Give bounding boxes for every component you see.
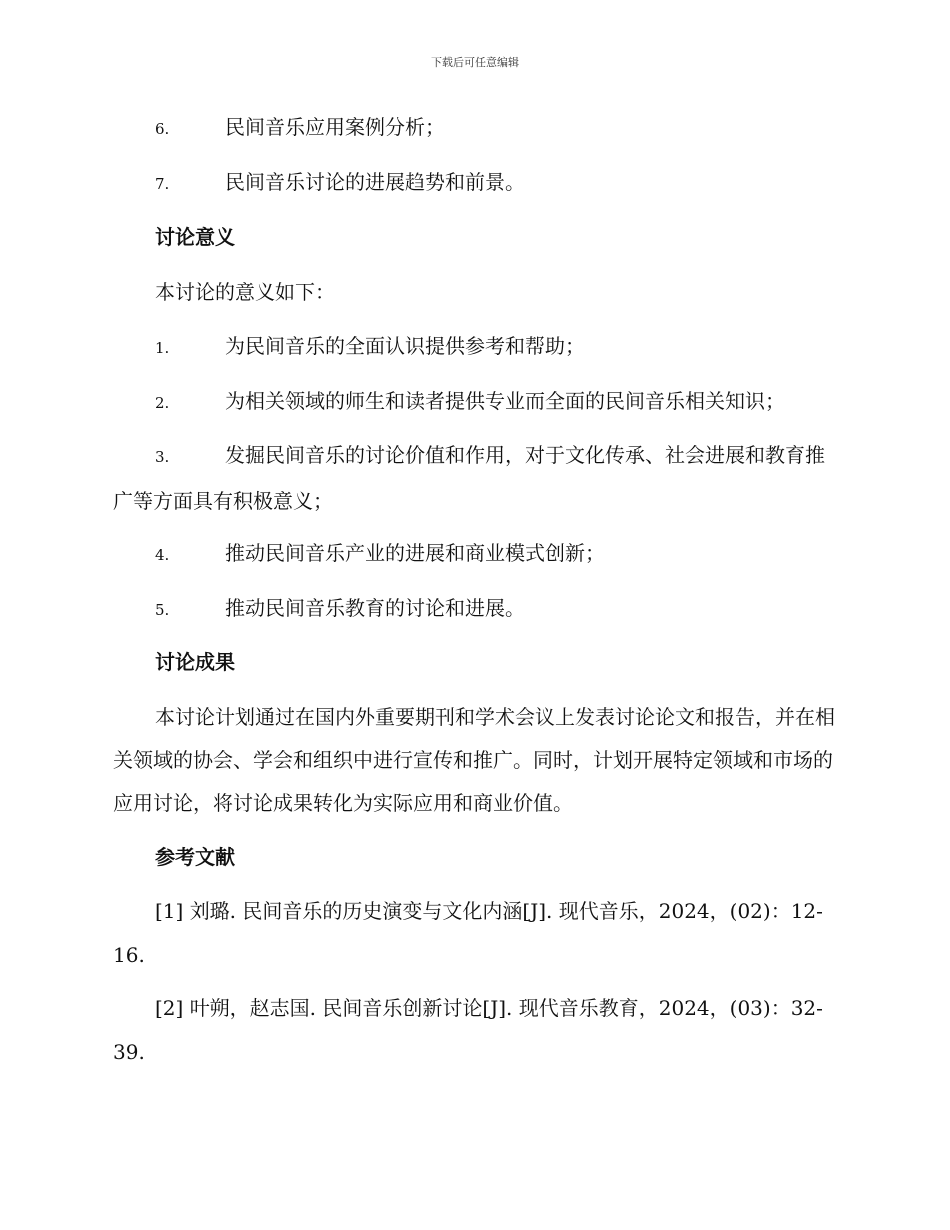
list-text: 推动民间音乐产业的进展和商业模式创新； xyxy=(225,541,605,565)
list-item xyxy=(155,386,785,418)
list-item xyxy=(155,538,605,570)
list-number: 5. xyxy=(155,601,170,619)
reference-item: [2] 叶朔，赵志国. 民间音乐创新讨论[J]. 现代音乐教育，2024，(03)：32-39. xyxy=(113,996,823,1064)
list-number: 7. xyxy=(155,175,170,193)
list-item xyxy=(155,593,525,625)
list-text: 为相关领域的师生和读者提供专业而全面的民间音乐相关知识； xyxy=(225,389,785,413)
list-number: 3. xyxy=(155,448,170,466)
list-number: 2. xyxy=(155,394,170,412)
list-number: 6. xyxy=(155,120,170,138)
list-text: 民间音乐应用案例分析； xyxy=(225,115,445,139)
list-item xyxy=(155,331,585,363)
results-paragraph: 本讨论计划通过在国内外重要期刊和学术会议上发表讨论论文和报告，并在相关领域的协会、学会和组织中进行宣传和推广。同时，计划开展特定领域和市场的应用讨论，将讨论成果转化为实际应用和商业价值。 xyxy=(113,705,835,815)
section-heading-references: 参考文献 xyxy=(155,845,235,869)
section-heading-results: 讨论成果 xyxy=(155,650,235,674)
list-item xyxy=(113,433,835,523)
list-item xyxy=(155,112,445,144)
section-heading-significance: 讨论意义 xyxy=(155,225,235,249)
page-header: 下载后可任意编辑 xyxy=(431,56,519,69)
list-text: 发掘民间音乐的讨论价值和作用，对于文化传承、社会进展和教育推广等方面具有积极意义； xyxy=(113,443,825,513)
reference-item: [1] 刘璐. 民间音乐的历史演变与文化内涵[J]. 现代音乐，2024，(02)：12-16. xyxy=(113,899,823,967)
list-text: 民间音乐讨论的进展趋势和前景。 xyxy=(225,170,525,194)
list-text: 推动民间音乐教育的讨论和进展。 xyxy=(225,596,525,620)
list-number: 4. xyxy=(155,546,170,564)
list-number: 1. xyxy=(155,339,170,357)
list-item xyxy=(155,167,525,199)
significance-intro: 本讨论的意义如下： xyxy=(155,280,335,304)
list-text: 为民间音乐的全面认识提供参考和帮助； xyxy=(225,334,585,358)
